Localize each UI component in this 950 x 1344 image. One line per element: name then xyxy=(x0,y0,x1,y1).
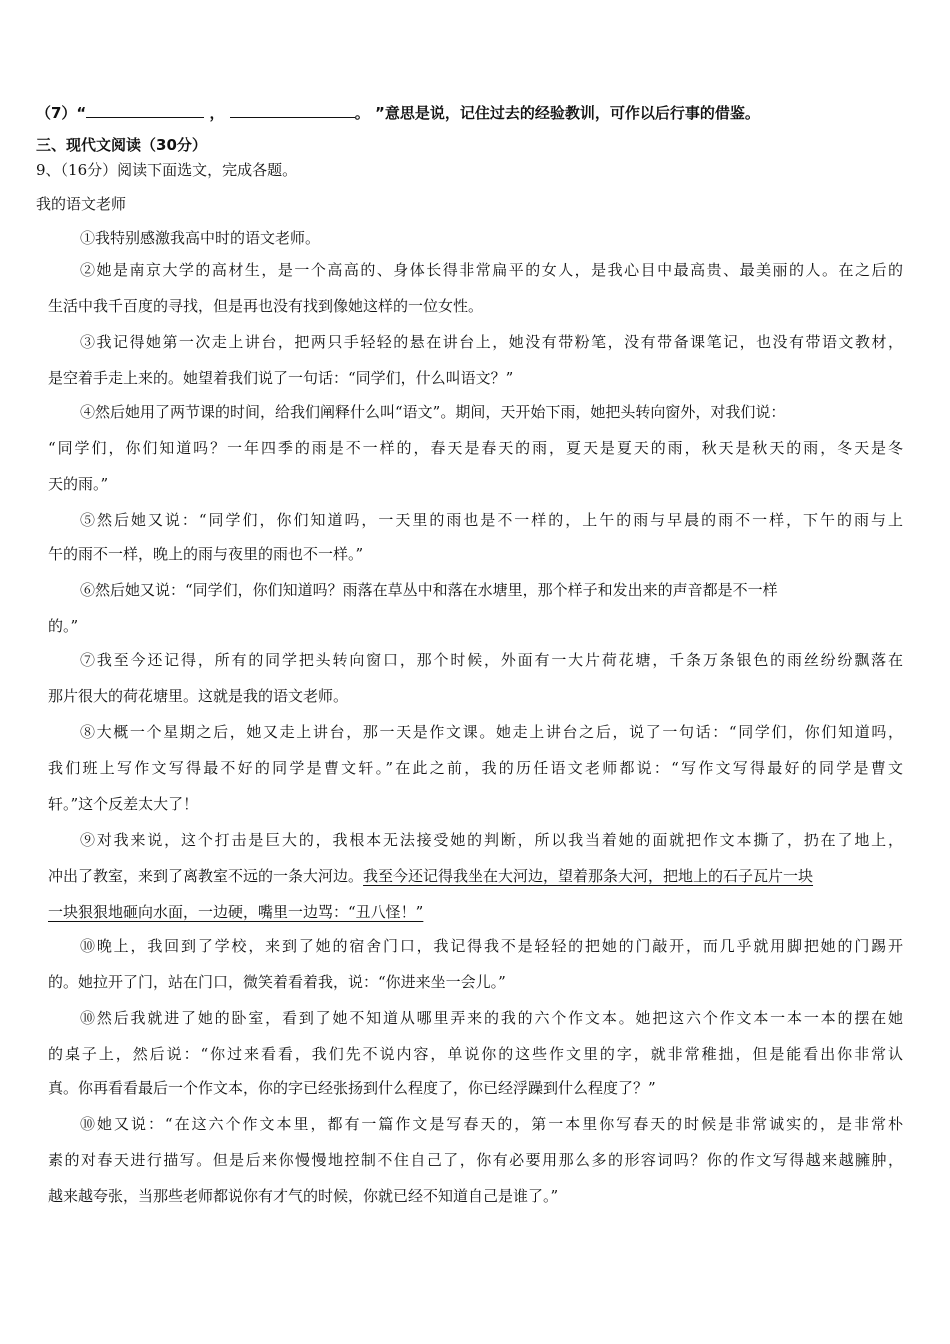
paragraph-line: ⑩然后我就进了她的卧室，看到了她不知道从哪里弄来的我的六个作文本。她把这六个作文本一本一本的摆在她 xyxy=(80,1009,903,1027)
paragraph-line: ②她是南京大学的高材生，是一个高高的、身体长得非常扁平的女人，是我心目中最高贵、最美丽的人。在之后的 xyxy=(80,261,903,279)
paragraph-line: ⑥然后她又说：“同学们，你们知道吗？雨落在草丛中和落在水塘里，那个样子和发出来的声音都是不一样 xyxy=(80,581,778,599)
paragraph-line: ③我记得她第一次走上讲台，把两只手轻轻的悬在讲台上，她没有带粉笔，没有带备课笔记，也没有带语文教材， xyxy=(80,333,903,351)
paragraph-line: 的。” xyxy=(48,617,79,635)
paragraph-line: 的。她拉开了门，站在门口，微笑着看着我，说：“你进来坐一会儿。” xyxy=(48,973,506,991)
paragraph-line: 生活中我千百度的寻找，但是再也没有找到像她这样的一位女性。 xyxy=(48,297,484,315)
paragraph-line: “同学们，你们知道吗？一年四季的雨是不一样的，春天是春天的雨，夏天是夏天的雨，秋天是秋天的雨，冬天是冬 xyxy=(48,439,903,457)
paragraph-line: ⑤然后她又说：“同学们，你们知道吗，一天里的雨也是不一样的，上午的雨与早晨的雨不一样，下午的雨与上 xyxy=(80,511,903,529)
paragraph-line: ⑧大概一个星期之后，她又走上讲台，那一天是作文课。她走上讲台之后，说了一句话：“同学们，你们知道吗， xyxy=(80,723,903,741)
question-7-fill-blank xyxy=(36,103,891,123)
answer-blank-2[interactable] xyxy=(230,103,355,118)
paragraph-line: 越来越夸张，当那些老师都说你有才气的时候，你就已经不知道自己是谁了。” xyxy=(48,1187,559,1205)
paragraph-line: 轩。”这个反差太大了！ xyxy=(48,795,199,813)
paragraph-line: 的桌子上，然后说：“你过来看看，我们先不说内容，单说你的这些作文里的字，就非常稚拙，但是能看出你非常认 xyxy=(48,1045,903,1063)
underlined-sentence: 一块狠狠地砸向水面，一边硬，嘴里一边骂：“丑八怪！” xyxy=(48,903,424,921)
paragraph-line: ⑦我至今还记得，所有的同学把头转向窗口，那个时候，外面有一大片荷花塘，千条万条银色的雨丝纷纷飘落在 xyxy=(80,651,903,669)
question-prompt: 9、（16分）阅读下面选文，完成各题。 xyxy=(36,161,298,179)
q7-comma: ， xyxy=(209,104,225,122)
paragraph-line: 素的对春天进行描写。但是后来你慢慢地控制不住自己了，你有必要用那么多的形容词吗？你的作文写得越来越臃肿， xyxy=(48,1151,903,1169)
article-title: 我的语文老师 xyxy=(36,195,127,213)
paragraph-line xyxy=(48,866,903,886)
section-heading: 三、现代文阅读（30分） xyxy=(36,136,207,154)
paragraph-line: 那片很大的荷花塘里。这就是我的语文老师。 xyxy=(48,687,349,705)
paragraph-line xyxy=(48,902,903,922)
paragraph-line: 真。你再看看最后一个作文本，你的字已经张扬到什么程度了，你已经浮躁到什么程度了？” xyxy=(48,1079,656,1097)
paragraph-line: 是空着手走上来的。她望着我们说了一句话：“同学们，什么叫语文？” xyxy=(48,369,514,387)
plain-text: 冲出了教室，来到了离教室不远的一条大河边。 xyxy=(48,867,364,885)
q7-suffix: ”意思是说，记住过去的经验教训，可作以后行事的借鉴。 xyxy=(375,104,760,122)
paragraph-line: 午的雨不一样，晚上的雨与夜里的雨也不一样。” xyxy=(48,545,364,563)
paragraph-line: ⑨对我来说，这个打击是巨大的，我根本无法接受她的判断，所以我当着她的面就把作文本撕了，扔在了地上， xyxy=(80,831,903,849)
paragraph-line: ④然后她用了两节课的时间，给我们阐释什么叫“语文”。期间，天开始下雨，她把头转向窗外，对我们说： xyxy=(80,403,786,421)
q7-prefix: （7）“ xyxy=(36,104,87,122)
paragraph-line: 我们班上写作文写得最不好的同学是曹文轩。”在此之前，我的历任语文老师都说：“写作文写得最好的同学是曹文 xyxy=(48,759,903,777)
paragraph-line: ①我特别感激我高中时的语文老师。 xyxy=(80,229,321,247)
paragraph-line: ⑩她又说：“在这六个作文本里，都有一篇作文是写春天的，第一本里你写春天的时候是非常诚实的，是非常朴 xyxy=(80,1115,903,1133)
paragraph-line: ⑩晚上，我回到了学校，来到了她的宿舍门口，我记得我不是轻轻的把她的门敲开，而几乎就用脚把她的门踢开 xyxy=(80,937,903,955)
answer-blank-1[interactable] xyxy=(86,103,204,118)
paragraph-line: 天的雨。” xyxy=(48,475,109,493)
underlined-sentence: 我至今还记得我坐在大河边，望着那条大河，把地上的石子瓦片一块 xyxy=(363,867,814,885)
q7-period: 。 xyxy=(354,104,370,122)
